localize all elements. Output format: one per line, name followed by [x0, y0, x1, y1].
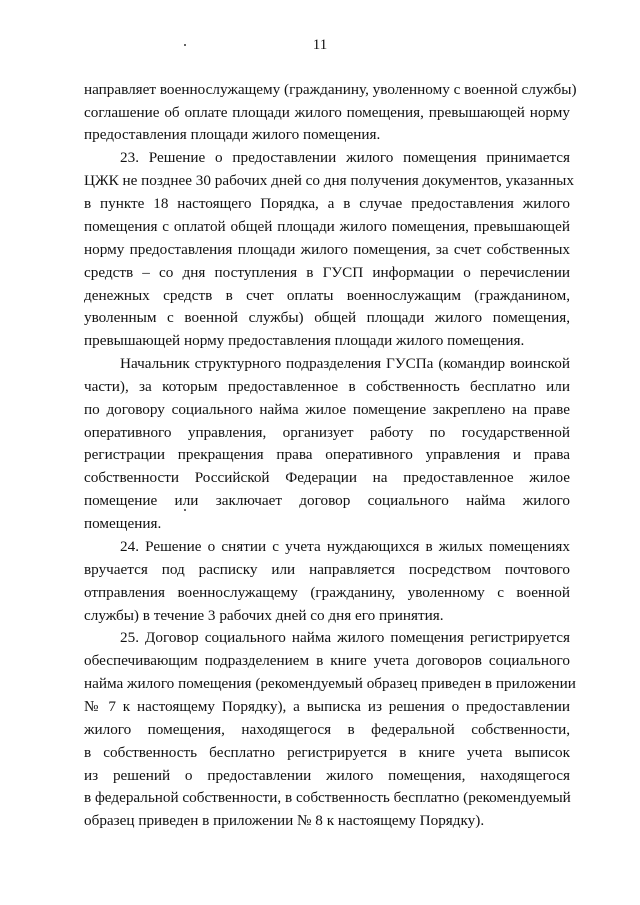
- paragraph-24-first-line: 24. Решение о снятии с учета нуждающихся в жилых помещениях: [120, 538, 570, 555]
- text-line: № 7 к настоящему Порядку), а выписка из решения о предоставлении: [84, 698, 570, 715]
- text-line: денежных средств в счет оплаты военнослужащим (гражданином,: [84, 287, 570, 304]
- text-line: обеспечивающим подразделением в книге учета договоров социального: [84, 652, 570, 669]
- paragraph-25-first-line: 25. Договор социального найма жилого помещения регистрируется: [120, 629, 570, 646]
- text-line: найма жилого помещения (рекомендуемый образец приведен в приложении: [84, 675, 576, 692]
- text-line: соглашение об оплате площади жилого помещения, превышающей норму: [84, 104, 570, 121]
- text-line: помещение или заключает договор социального найма жилого: [84, 492, 570, 509]
- text-line: помещения с оплатой общей площади жилого помещения, превышающей: [84, 218, 570, 235]
- text-line: ЦЖК не позднее 30 рабочих дней со дня получения документов, указанных: [84, 172, 574, 189]
- page-number: 11: [312, 37, 328, 53]
- text-line: направляет военнослужащему (гражданину, уволенному с военной службы): [84, 81, 577, 98]
- text-line: помещения.: [84, 515, 162, 532]
- text-line: образец приведен в приложении № 8 к настоящему Порядку).: [84, 812, 485, 829]
- text-line: вручается под расписку или направляется посредством почтового: [84, 561, 570, 578]
- text-line: превышающей норму предоставления площади жилого помещения.: [84, 332, 525, 349]
- text-line: жилого помещения, находящегося в федеральной собственности,: [84, 721, 570, 738]
- text-line: предоставления площади жилого помещения.: [84, 126, 381, 143]
- text-line: из решений о предоставлении жилого помещения, находящегося: [84, 767, 570, 784]
- text-line: в собственность бесплатно регистрируется в книге учета выписок: [84, 744, 570, 761]
- text-line: оперативного управления, организует работу по государственной: [84, 424, 570, 441]
- text-line: регистрации прекращения права оперативного управления и права: [84, 446, 570, 463]
- text-line: отправления военнослужащему (гражданину, уволенному с военной: [84, 584, 570, 601]
- text-line: норму предоставления площади жилого помещения, за счет собственных: [84, 241, 570, 258]
- text-line: части), за которым предоставленное в собственность бесплатно или: [84, 378, 570, 395]
- paragraph-chief-first-line: Начальник структурного подразделения ГУСПа (командир воинской: [120, 355, 570, 372]
- text-line: в федеральной собственности, в собственность бесплатно (рекомендуемый: [84, 789, 571, 806]
- paragraph-23-first-line: 23. Решение о предоставлении жилого помещения принимается: [120, 149, 570, 166]
- text-line: в пункте 18 настоящего Порядка, а в случае предоставления жилого: [84, 195, 570, 212]
- text-line: службы) в течение 3 рабочих дней со дня его принятия.: [84, 607, 444, 624]
- text-line: уволенным с военной службы) общей площади жилого помещения,: [84, 309, 570, 326]
- text-line: средств – со дня поступления в ГУСП информации о перечислении: [84, 264, 570, 281]
- text-line: по договору социального найма жилое помещение закреплено на праве: [84, 401, 570, 418]
- text-line: собственности Российской Федерации на предоставленное жилое: [84, 469, 570, 486]
